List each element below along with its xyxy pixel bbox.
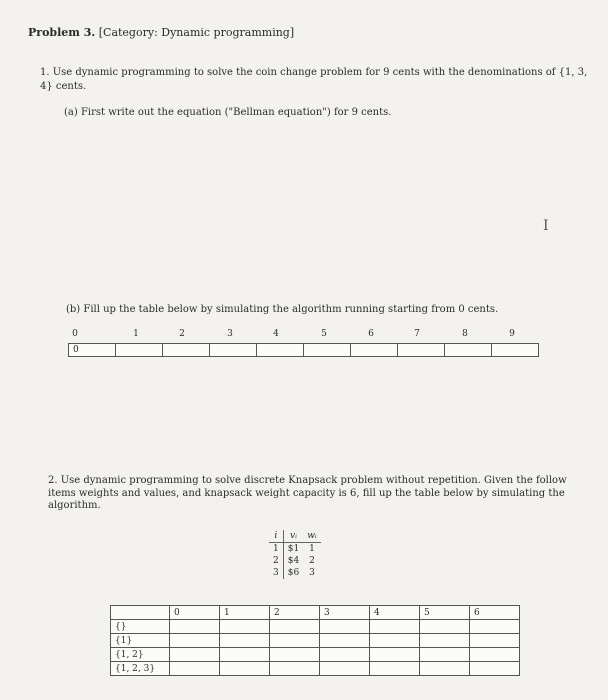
knapsack-cell[interactable] xyxy=(370,648,420,662)
knapsack-col-header: 2 xyxy=(270,606,320,620)
knapsack-col-header: 5 xyxy=(420,606,470,620)
coin-index: 2 xyxy=(179,329,185,339)
knapsack-col-header: 6 xyxy=(470,606,520,620)
knapsack-cell[interactable] xyxy=(420,620,470,634)
knapsack-row-label: {1} xyxy=(111,634,170,648)
knapsack-cell[interactable] xyxy=(220,620,270,634)
knapsack-cell[interactable] xyxy=(170,634,220,648)
table-row xyxy=(269,555,321,567)
knapsack-row-label: {} xyxy=(111,620,170,634)
knapsack-cell[interactable] xyxy=(320,662,370,676)
knapsack-cell[interactable] xyxy=(320,634,370,648)
coin-cell[interactable] xyxy=(257,344,304,357)
items-header-i: i xyxy=(269,530,283,543)
knapsack-cell[interactable] xyxy=(270,634,320,648)
coin-index: 6 xyxy=(368,329,374,339)
text-cursor-icon: I xyxy=(543,218,549,234)
knapsack-row-label: {1, 2} xyxy=(111,648,170,662)
knapsack-cell[interactable] xyxy=(420,634,470,648)
knapsack-cell[interactable] xyxy=(270,620,320,634)
knapsack-col-header: 1 xyxy=(220,606,270,620)
knapsack-cell[interactable] xyxy=(470,662,520,676)
item-weight: 2 xyxy=(309,556,315,566)
knapsack-table xyxy=(110,605,520,676)
knapsack-cell[interactable] xyxy=(220,648,270,662)
knapsack-cell[interactable] xyxy=(320,648,370,662)
items-header-w: wᵢ xyxy=(303,530,321,543)
knapsack-cell[interactable] xyxy=(170,662,220,676)
problem-title xyxy=(28,26,294,39)
problem-category: [Category: Dynamic programming] xyxy=(98,26,295,39)
coin-index: 3 xyxy=(227,329,233,339)
problem-label: Problem 3. xyxy=(28,26,96,39)
knapsack-cell[interactable] xyxy=(170,620,220,634)
item-value: $4 xyxy=(287,556,300,566)
table-row xyxy=(111,662,520,676)
coin-cell[interactable] xyxy=(351,344,398,357)
coin-cell[interactable] xyxy=(163,344,210,357)
knapsack-row-label: {1, 2, 3} xyxy=(111,662,170,676)
coin-cell[interactable] xyxy=(210,344,257,357)
table-row xyxy=(269,530,321,543)
knapsack-col-header: 4 xyxy=(370,606,420,620)
coin-cell[interactable] xyxy=(492,344,539,357)
item-value: $1 xyxy=(287,544,300,554)
table-row xyxy=(69,344,539,357)
coin-cell[interactable] xyxy=(304,344,351,357)
coin-index: 0 xyxy=(72,329,78,339)
coin-change-table xyxy=(68,343,539,357)
knapsack-cell[interactable] xyxy=(470,620,520,634)
coin-cell[interactable] xyxy=(116,344,163,357)
item-value: $6 xyxy=(287,568,300,578)
table-row xyxy=(111,606,520,620)
knapsack-cell[interactable] xyxy=(220,634,270,648)
knapsack-cell[interactable] xyxy=(220,662,270,676)
question-1-text: 1. Use dynamic programming to solve the coin change problem for 9 cents with the denominations of {1, 3, 4} cents. xyxy=(40,67,588,92)
item-weight: 1 xyxy=(309,544,315,554)
coin-index: 5 xyxy=(321,329,327,339)
item-weight: 3 xyxy=(309,568,315,578)
knapsack-col-header: 3 xyxy=(320,606,370,620)
coin-index: 8 xyxy=(462,329,468,339)
table-row xyxy=(111,620,520,634)
question-1b-text: (b) Fill up the table below by simulating the algorithm running starting from 0 cents. xyxy=(66,304,499,315)
coin-table-index-row xyxy=(68,329,548,341)
coin-index: 4 xyxy=(273,329,279,339)
coin-cell[interactable] xyxy=(445,344,492,357)
coin-index: 1 xyxy=(133,329,139,339)
knapsack-cell[interactable] xyxy=(270,662,320,676)
knapsack-cell[interactable] xyxy=(370,634,420,648)
items-table xyxy=(269,530,321,579)
table-row xyxy=(111,634,520,648)
table-row xyxy=(111,648,520,662)
knapsack-cell[interactable] xyxy=(420,662,470,676)
knapsack-cell[interactable] xyxy=(370,662,420,676)
knapsack-cell[interactable] xyxy=(370,620,420,634)
knapsack-col-header: 0 xyxy=(170,606,220,620)
item-index: 1 xyxy=(269,543,283,556)
question-1a-text: (a) First write out the equation ("Bellman equation") for 9 cents. xyxy=(64,107,392,118)
coin-cell[interactable]: 0 xyxy=(69,344,116,357)
question-2-text: 2. Use dynamic programming to solve discrete Knapsack problem without repetition. Given the follow items weights and values, and knapsack weight capacity is 6, fill up the table below by simulating the algorithm. xyxy=(48,475,567,511)
coin-index: 9 xyxy=(509,329,515,339)
item-index: 3 xyxy=(269,567,283,579)
knapsack-cell[interactable] xyxy=(470,648,520,662)
knapsack-cell[interactable] xyxy=(470,634,520,648)
items-header-v: vᵢ xyxy=(283,530,303,543)
knapsack-cell[interactable] xyxy=(170,648,220,662)
knapsack-cell[interactable] xyxy=(420,648,470,662)
item-index: 2 xyxy=(269,555,283,567)
knapsack-cell[interactable] xyxy=(270,648,320,662)
knapsack-corner xyxy=(111,606,170,620)
table-row xyxy=(269,543,321,556)
knapsack-cell[interactable] xyxy=(320,620,370,634)
table-row xyxy=(269,567,321,579)
coin-index: 7 xyxy=(414,329,420,339)
coin-cell[interactable] xyxy=(398,344,445,357)
